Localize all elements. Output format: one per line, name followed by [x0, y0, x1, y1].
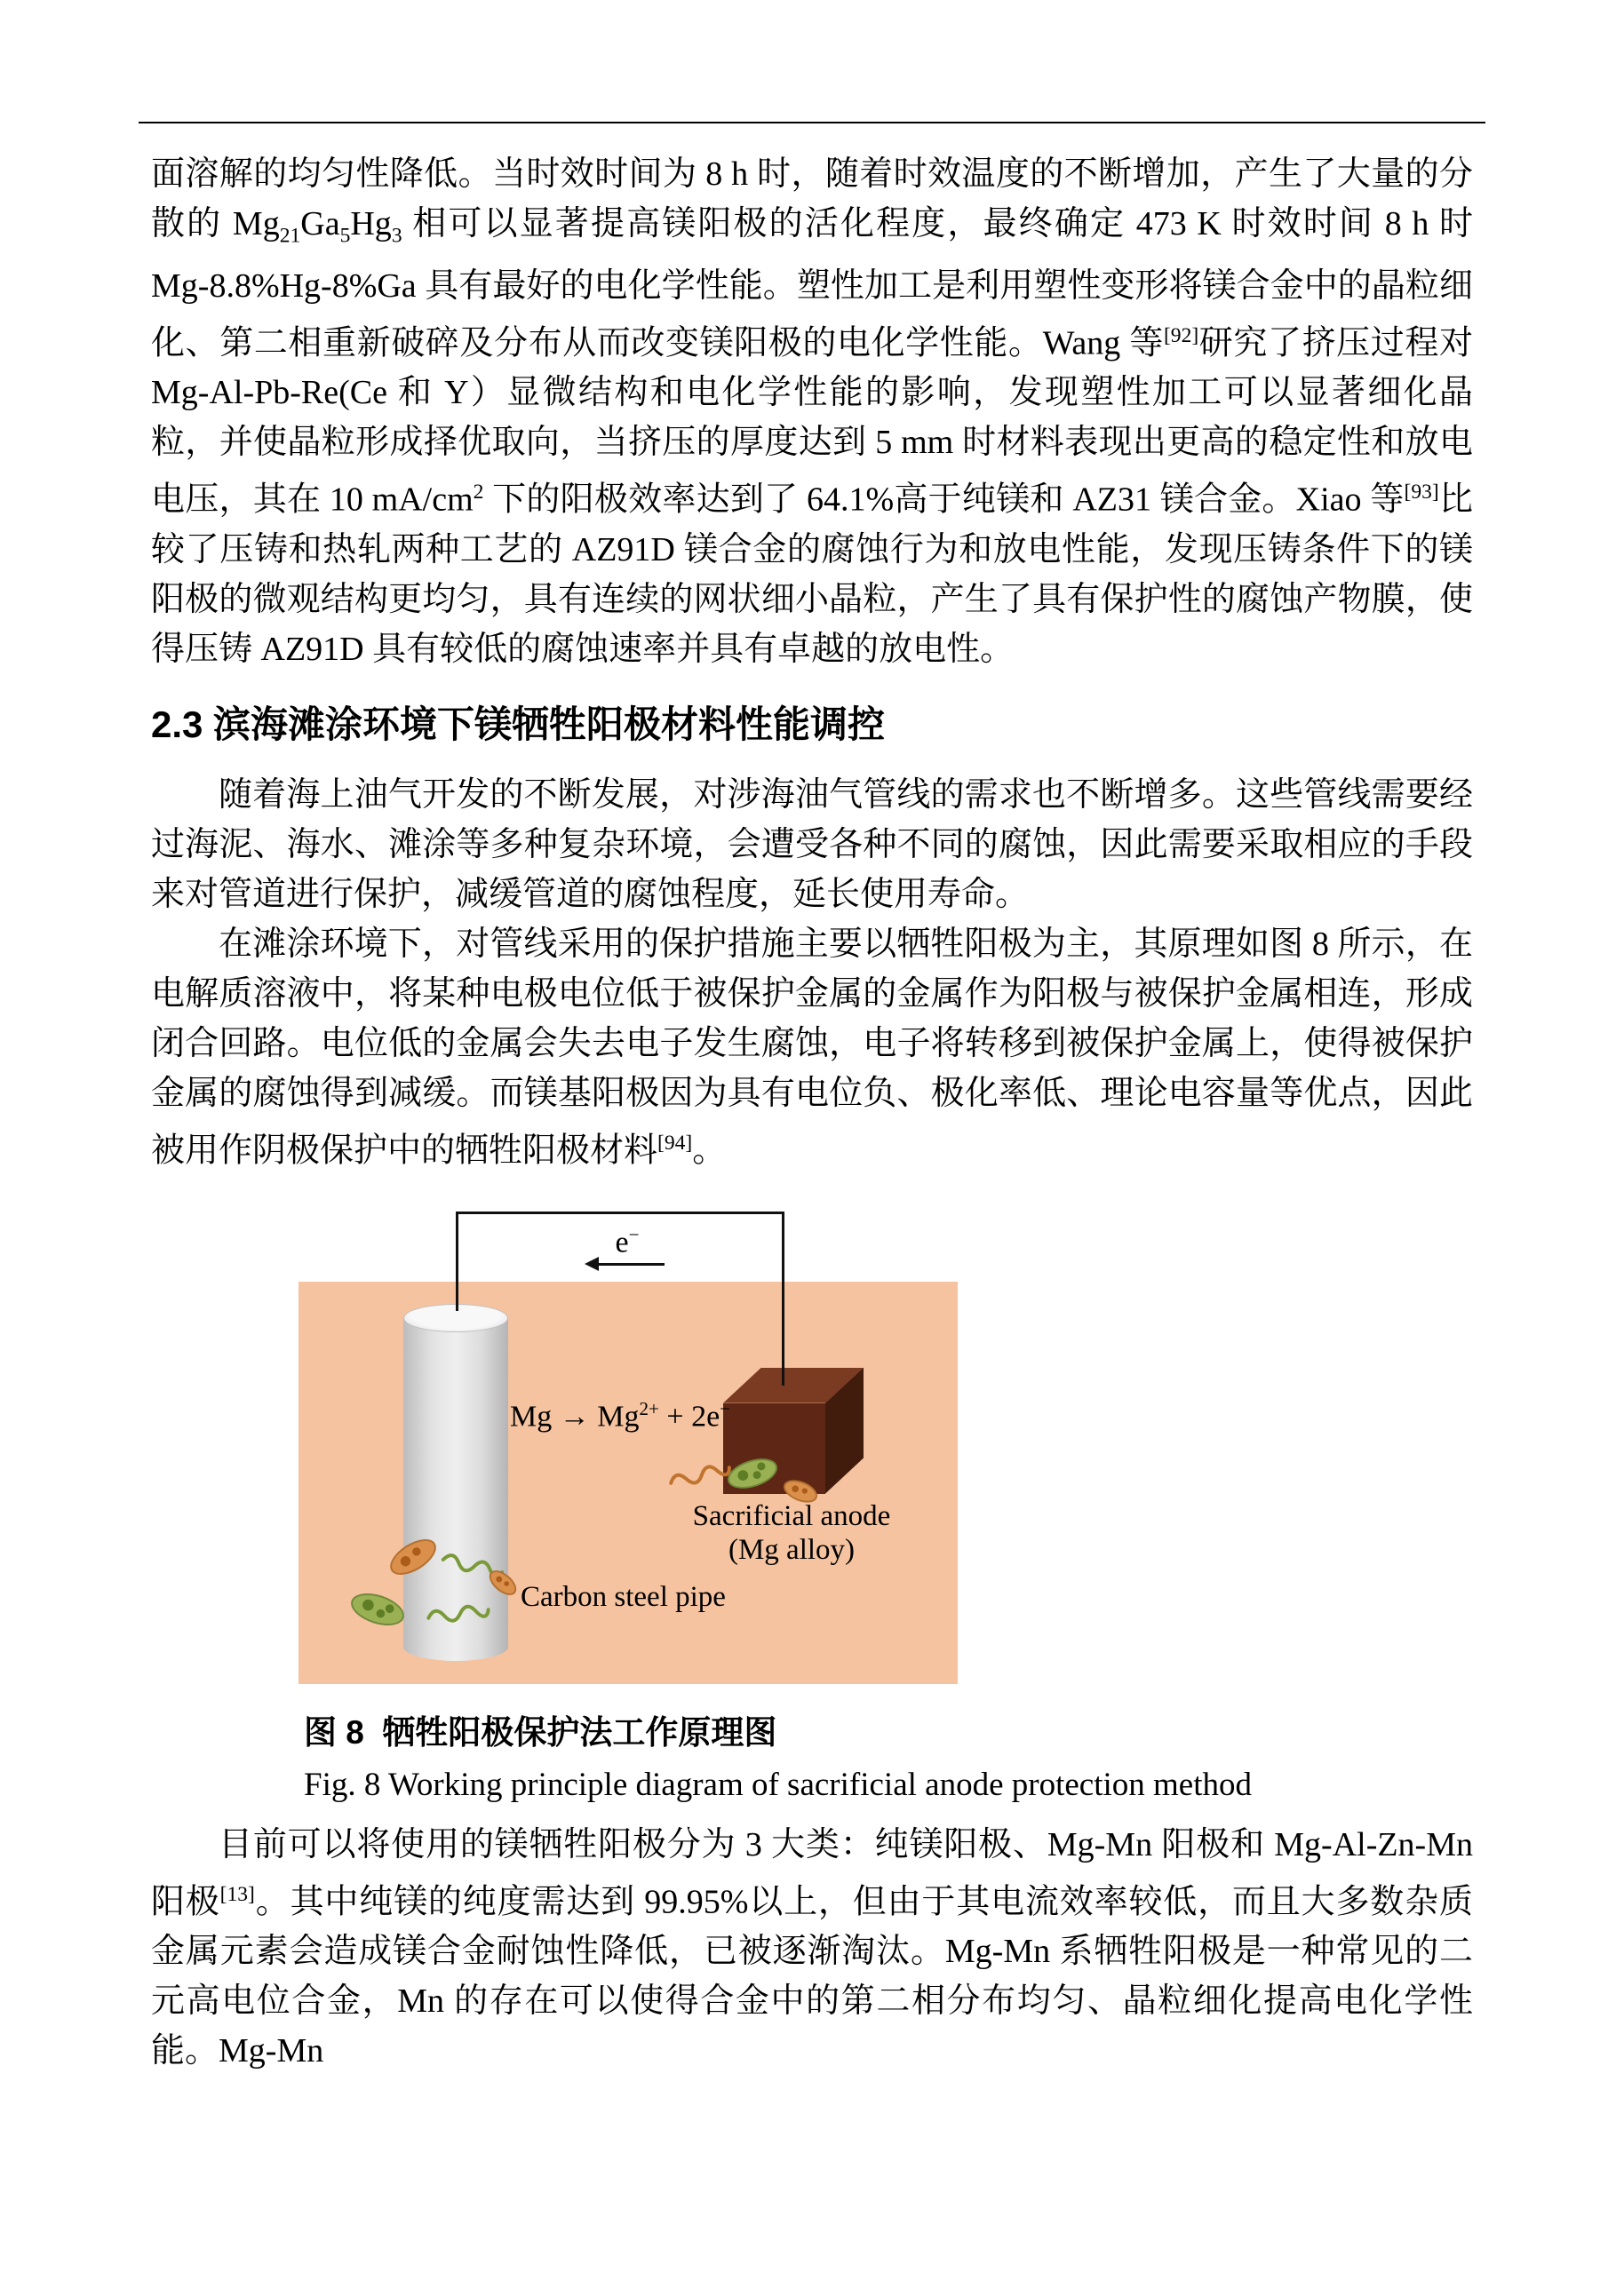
paragraph-aging-and-plastic-working: 面溶解的均匀性降低。当时效时间为 8 h 时，随着时效温度的不断增加，产生了大量的分散的 $Mg_{21}Ga_5Hg_3$ 相可以显著提高镁阳极的活化程度，最终确定 473 K 时效时间 8 h 时 Mg-8.8%Hg-8%Ga 具有最好的电化学性能。塑性加工是利用塑性变形将镁合金中的晶粒细化、第二相重新破碎及分布从而改变镁阳极的电化学性能。Wang 等[92]研究了挤压过程对 Mg-Al-Pb-Re(Ce 和 Y）显微结构和电化学性能的影响，发现塑性加工可以显著细化晶粒，并使晶粒形成择优取向，当挤压的厚度达到 5 mm 时材料表现出更高的稳定性和放电电压，其在 10 $mA/cm^2$ 下的阳极效率达到了 64.1%高于纯镁和 AZ31 镁合金。Xiao 等[93]比较了压铸和热轧两种工艺的 AZ91D 镁合金的腐蚀行为和放电性能，发现压铸条件下的镁阳极的微观结构更均匀，具有连续的网状细小晶粒，产生了具有保护性的腐蚀产物膜，使得压铸 AZ91D 具有较低的腐蚀速率并具有卓越的放电性。 — [151, 155, 1473, 668]
figure-8-diagram — [299, 1197, 958, 1684]
figure-caption-en: Fig. 8 Working principle diagram of sacrificial anode protection method — [304, 1766, 1252, 1803]
sacrificial-anode-label-line1: Sacrificial anode — [692, 1499, 891, 1532]
sacrificial-anode-label-line2: (Mg alloy) — [728, 1533, 856, 1566]
electron-flow-arrow-icon — [588, 1263, 665, 1266]
figure-caption-zh: 图 8 牺牲阳极保护法工作原理图 — [304, 1713, 777, 1751]
header-rule — [139, 122, 1485, 123]
carbon-steel-pipe-label: Carbon steel pipe — [521, 1580, 726, 1613]
wire-to-pipe — [456, 1212, 458, 1311]
paragraph-offshore-pipelines: 随着海上油气开发的不断发展，对涉海油气管线的需求也不断增多。这些管线需要经过海泥、海水、滩涂等多种复杂环境，会遭受各种不同的腐蚀，因此需要采取相应的手段来对管道进行保护，减缓管道的腐蚀程度，延长使用寿命。 — [151, 775, 1473, 913]
sacrificial-anode-label — [681, 1499, 903, 1567]
anode-reaction-label: $Mg \to Mg^{2+} + 2e^-$ — [510, 1397, 731, 1433]
section-heading-2-3: 2.3 滨海滩涂环境下镁牺牲阳极材料性能调控 — [151, 703, 886, 745]
wire-to-anode — [782, 1212, 784, 1386]
page-body — [151, 149, 1473, 2076]
electron-label: e− — [615, 1223, 640, 1259]
wire-horizontal — [456, 1212, 784, 1214]
paragraph-protection-principle: 在滩涂环境下，对管线采用的保护措施主要以牺牲阳极为主，其原理如图 8 所示，在电解质溶液中，将某种电极电位低于被保护金属的金属作为阳极与被保护金属相连，形成闭合回路。电位低的金属会失去电子发生腐蚀，电子将转移到被保护金属上，使得被保护金属的腐蚀得到减缓。而镁基阳极因为具有电位负、极化率低、理论电容量等优点，因此被用作阴极保护中的牺牲阳极材料[94]。 — [151, 925, 1473, 1170]
paragraph-anode-types: 目前可以将使用的镁牺牲阳极分为 3 大类：纯镁阳极、Mg-Mn 阳极和 Mg-Al-Zn-Mn 阳极[13]。其中纯镁的纯度需达到 99.95%以上，但由于其电流效率较低，而且大多数杂质金属元素会造成镁合金耐蚀性降低，已被逐渐淘汰。Mg-Mn 系牺牲阳极是一种常见的二元高电位合金，Mn 的存在可以使得合金中的第二相分布均匀、晶粒细化提高电化学性能。Mg-Mn — [151, 1825, 1473, 2070]
